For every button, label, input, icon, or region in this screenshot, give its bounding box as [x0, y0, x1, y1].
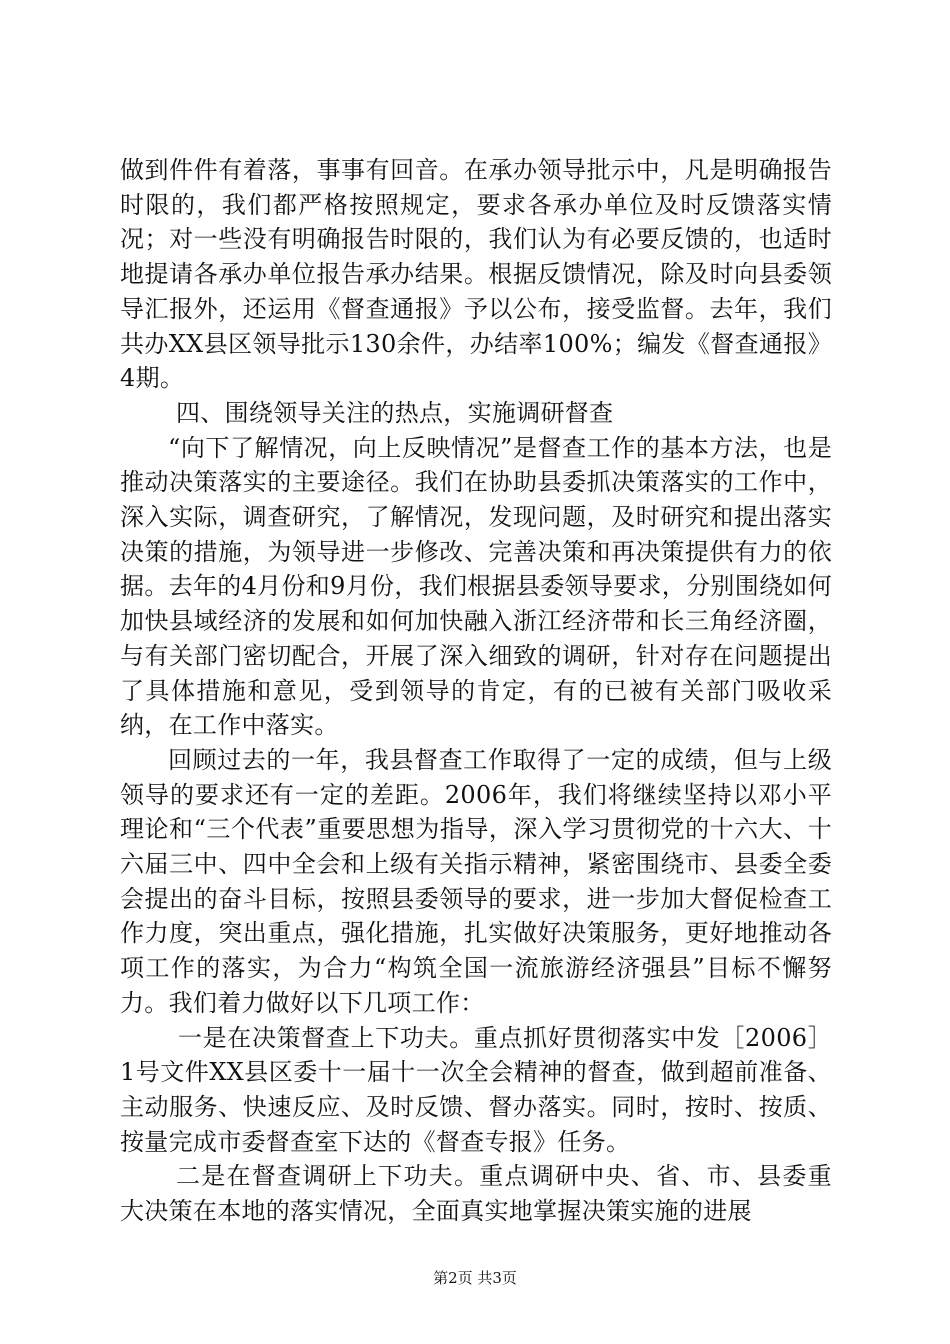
paragraph-continuation: 做到件件有着落，事事有回音。在承办领导批示中，凡是明确报告时限的，我们都严格按照规定，要求各承办单位及时反馈落实情况；对一些没有明确报告时限的，我们认为有必要反馈的，也适时地提请各承办单位报告承办结果。根据反馈情况，除及时向县委领导汇报外，还运用《督查通报》予以公布，接受监督。去年，我们共办XX县区领导批示130余件，办结率100%；编发《督查通报》4期。	[120, 156, 832, 393]
document-body	[120, 153, 832, 1229]
paragraph-item-one: 一是在决策督查上下功夫。重点抓好贯彻落实中发［2006］1号文件XX县区委十一届十一次全会精神的督查，做到超前准备、主动服务、快速反应、及时反馈、督办落实。同时，按时、按质、按量完成市委督查室下达的《督查专报》任务。	[120, 1023, 832, 1156]
paragraph-item-two: 二是在督查调研上下功夫。重点调研中央、省、市、县委重大决策在本地的落实情况，全面真实地掌握决策实施的进展	[120, 1162, 832, 1226]
page-number-footer: 第2页 共3页	[433, 1269, 517, 1287]
section-heading: 四、围绕领导关注的热点，实施调研督查	[176, 398, 614, 427]
paragraph-research: “向下了解情况，向上反映情况”是督查工作的基本方法，也是推动决策落实的主要途径。我们在协助县委抓决策落实的工作中，深入实际，调查研究，了解情况，发现问题，及时研究和提出落实决策的措施，为领导进一步修改、完善决策和再决策提供有力的依据。去年的4月份和9月份，我们根据县委领导要求，分别围绕如何加快县域经济的发展和如何加快融入浙江经济带和长三角经济圈，与有关部门密切配合，开展了深入细致的调研，针对存在问题提出了具体措施和意见，受到领导的肯定，有的已被有关部门吸收采纳，在工作中落实。	[120, 433, 832, 740]
paragraph-review: 回顾过去的一年，我县督查工作取得了一定的成绩，但与上级领导的要求还有一定的差距。2006年，我们将继续坚持以邓小平理论和“三个代表”重要思想为指导，深入学习贯彻党的十六大、十六届三中、四中全会和上级有关指示精神，紧密围绕市、县委全委会提出的奋斗目标，按照县委领导的要求，进一步加大督促检查工作力度，突出重点，强化措施，扎实做好决策服务，更好地推动各项工作的落实，为合力“构筑全国一流旅游经济强县”目标不懈努力。我们着力做好以下几项工作：	[120, 745, 832, 1017]
